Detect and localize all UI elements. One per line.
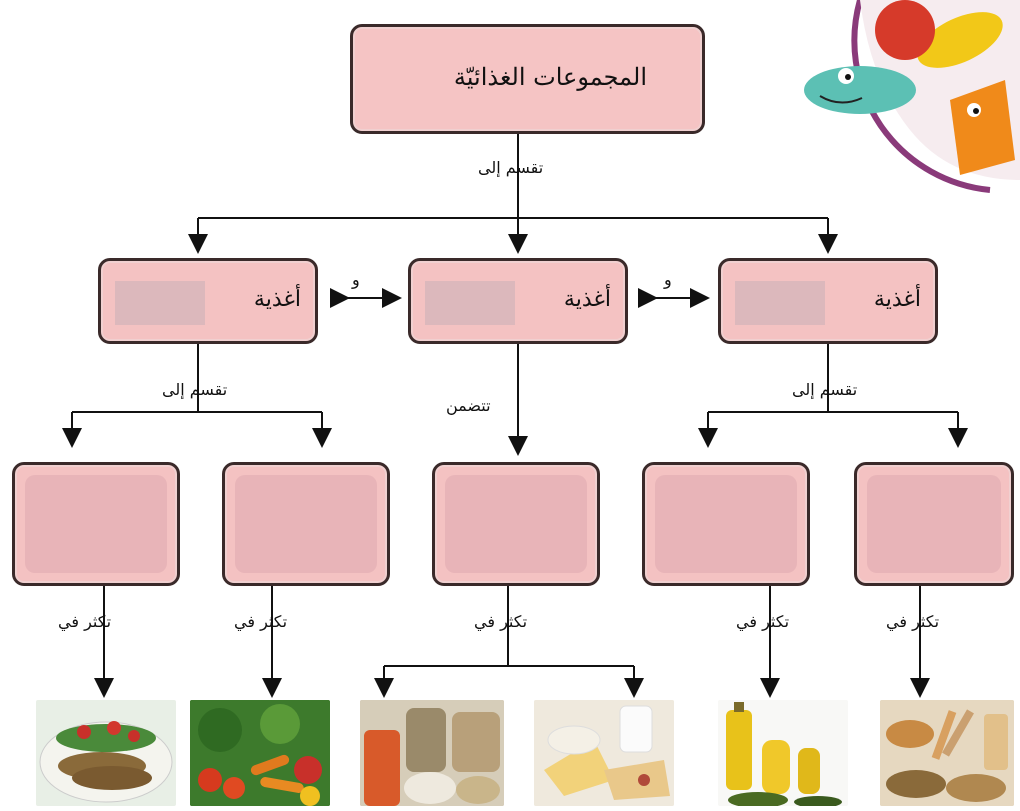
dairy-cheese-image xyxy=(534,700,674,806)
foods-box-right xyxy=(718,258,938,344)
group-blank-5[interactable] xyxy=(867,475,1001,573)
divide-label-right: تقسم إلى xyxy=(792,380,858,399)
group-blank-1[interactable] xyxy=(25,475,167,573)
food-groups-title-box xyxy=(350,24,705,134)
abundant-label-3: تكثر في xyxy=(474,612,528,631)
blank-field-middle[interactable] xyxy=(425,281,515,325)
foods-label-right: أغذية xyxy=(873,287,921,312)
divide-label-left: تقسم إلى xyxy=(162,380,228,399)
fish-plate-image xyxy=(36,700,176,806)
foods-label-middle: أغذية xyxy=(563,287,611,312)
bread-cereals-image xyxy=(880,700,1014,806)
foods-label-left: أغذية xyxy=(253,287,301,312)
oils-olives-image xyxy=(718,700,848,806)
foods-box-middle xyxy=(408,258,628,344)
blank-field-left[interactable] xyxy=(115,281,205,325)
cartoon-food-characters xyxy=(800,0,1020,195)
food-groups-title: المجموعات الغذائيّة xyxy=(453,63,647,91)
group-blank-2[interactable] xyxy=(235,475,377,573)
vegetables-image xyxy=(190,700,330,806)
divide-label-top: تقسم إلى xyxy=(478,158,544,177)
grains-legumes-image xyxy=(360,700,504,806)
group-box-2 xyxy=(222,462,390,586)
group-blank-4[interactable] xyxy=(655,475,797,573)
abundant-label-2: تكثر في xyxy=(234,612,288,631)
group-box-4 xyxy=(642,462,810,586)
blank-field-right[interactable] xyxy=(735,281,825,325)
group-box-5 xyxy=(854,462,1014,586)
abundant-label-5: تكثر في xyxy=(886,612,940,631)
and-label-right: و xyxy=(664,270,672,289)
group-blank-3[interactable] xyxy=(445,475,587,573)
and-label-left: و xyxy=(352,270,360,289)
abundant-label-4: تكثر في xyxy=(736,612,790,631)
group-box-1 xyxy=(12,462,180,586)
group-box-3 xyxy=(432,462,600,586)
foods-box-left xyxy=(98,258,318,344)
abundant-label-1: تكثر في xyxy=(58,612,112,631)
contains-label: تتضمن xyxy=(446,396,491,415)
